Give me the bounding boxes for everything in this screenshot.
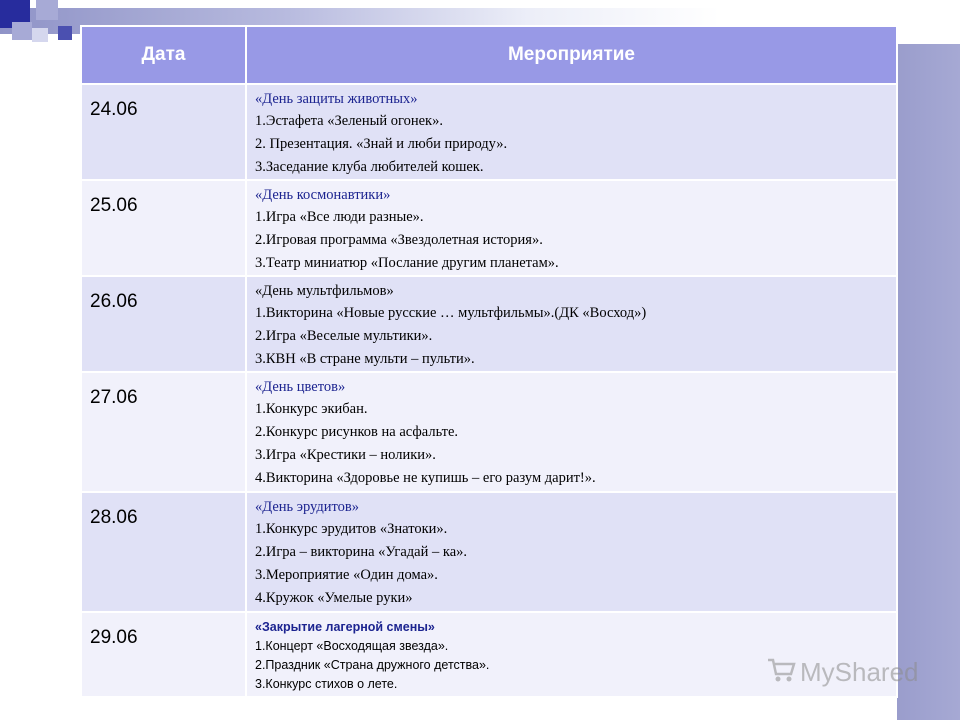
event-column-header: Мероприятие [246,26,897,84]
table-row [81,372,897,492]
event-cell [246,492,897,612]
event-title: «День эрудитов» [255,499,359,515]
event-item: 2.Конкурс рисунков на асфальте. [255,424,459,440]
shopping-cart-icon [766,656,796,689]
event-item: 1.Эстафета «Зеленый огонек». [255,113,443,129]
date-cell: 24.06 [81,84,246,180]
event-title: «День космонавтики» [255,187,391,203]
event-item: 1.Конкурс эрудитов «Знатоки». [255,521,448,537]
table-row [81,180,897,276]
event-item: 3.КВН «В стране мульти – пульти». [255,351,475,367]
header-row [81,26,897,84]
schedule-table [80,25,898,698]
event-item: 4.Викторина «Здоровье не купишь – его разум дарит!». [255,470,596,486]
date-column-header: Дата [81,26,246,84]
decorative-right-panel [897,44,960,720]
event-item: 2. Презентация. «Знай и люби природу». [255,136,508,152]
event-item: 3.Игра «Крестики – нолики». [255,447,436,463]
event-item: 1.Викторина «Новые русские … мультфильмы».(ДК «Восход») [255,305,647,321]
event-cell [246,372,897,492]
watermark-text: MyShared [800,656,919,687]
event-cell [246,180,897,276]
event-item: 2.Праздник «Страна дружного детства». [255,658,490,672]
date-cell: 25.06 [81,180,246,276]
decorative-square [36,0,58,20]
date-cell: 27.06 [81,372,246,492]
event-item: 4.Кружок «Умелые руки» [255,590,413,606]
event-cell [246,276,897,372]
event-title: «День цветов» [255,379,346,395]
event-cell [246,84,897,180]
watermark [766,655,919,689]
event-item: 3.Заседание клуба любителей кошек. [255,159,484,175]
date-cell: 26.06 [81,276,246,372]
date-cell: 29.06 [81,612,246,697]
date-cell: 28.06 [81,492,246,612]
table-row [81,276,897,372]
event-item: 2.Игровая программа «Звездолетная история». [255,232,543,248]
event-title: «День защиты животных» [255,91,418,107]
event-title: «Закрытие лагерной смены» [255,620,435,634]
table-row [81,492,897,612]
event-item: 2.Игра «Веселые мультики». [255,328,433,344]
event-item: 1.Конкурс экибан. [255,401,368,417]
table-row [81,84,897,180]
decorative-square [32,28,48,42]
decorative-square [12,22,32,40]
event-item: 3.Театр миниатюр «Послание другим планетам». [255,255,559,271]
event-item: 3.Мероприятие «Один дома». [255,567,438,583]
event-item: 2.Игра – викторина «Угадай – ка». [255,544,467,560]
event-title: «День мультфильмов» [255,283,394,299]
event-item: 1.Концерт «Восходящая звезда». [255,639,449,653]
event-item: 3.Конкурс стихов о лете. [255,677,398,691]
event-item: 1.Игра «Все люди разные». [255,209,424,225]
decorative-square [58,26,72,40]
